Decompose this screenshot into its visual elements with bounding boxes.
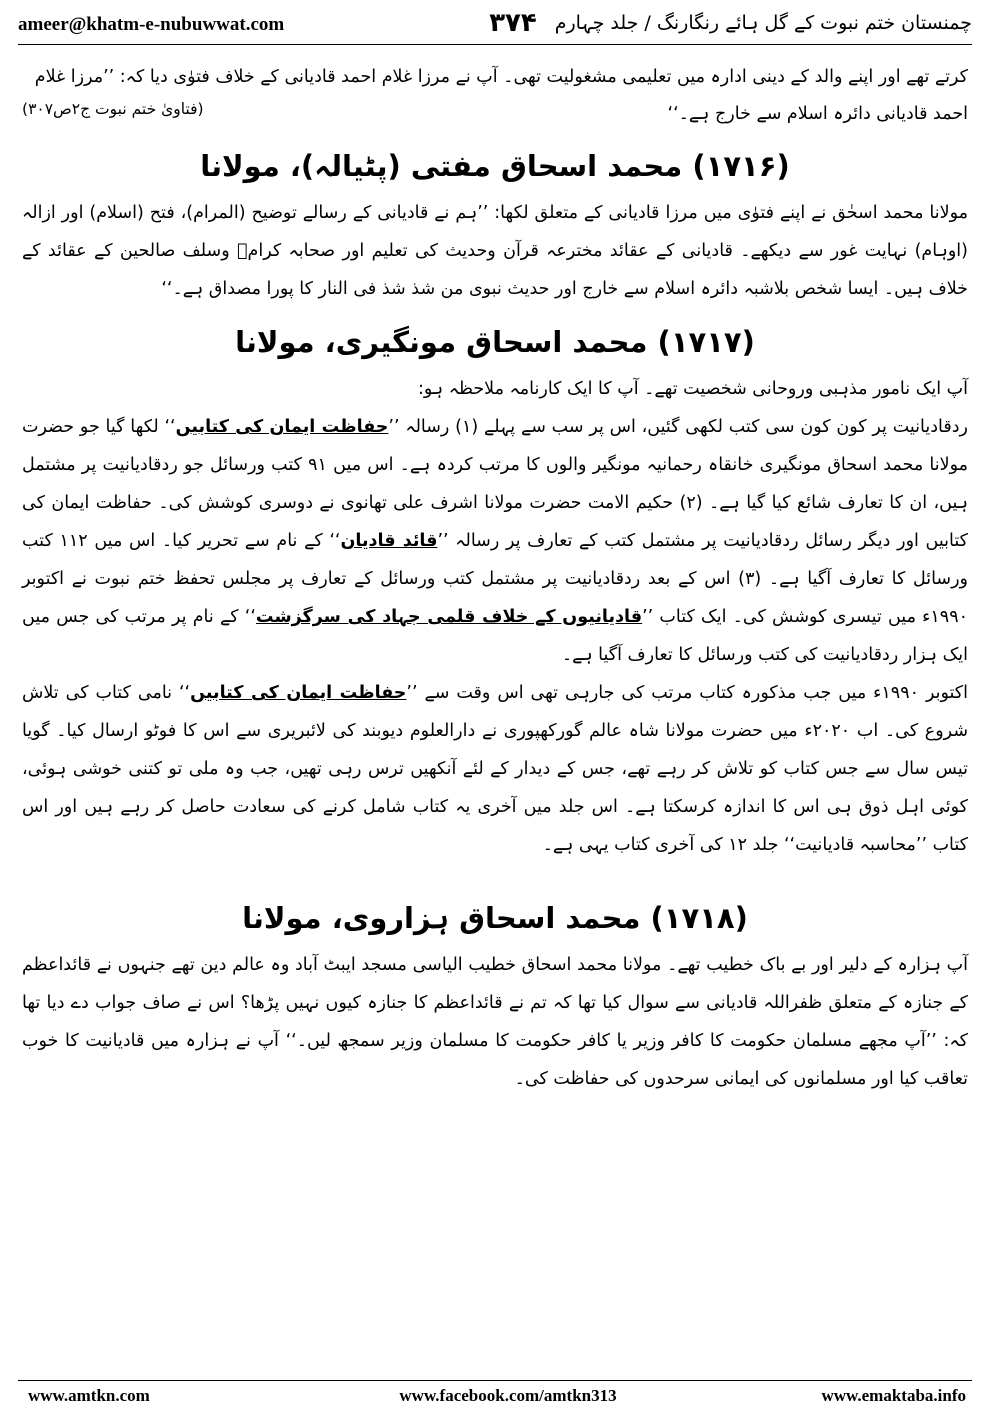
footer-divider [18, 1380, 972, 1381]
text-segment: ‘‘ لکھا گیا جو حضرت مولانا محمد اسحاق مونگیری خانقاہ رحمانیہ مونگیر والوں کا مرتب کردہ ہے۔ اس میں ۹۱ کتب ورسائل جو ردقادیانیت پر مشتمل ہیں، ان کا تعارف شائع کیا گیا ہے۔ (۲) حکیم الامت حضرت مولانا اشرف علی تھانوی نے دوسری کوشش کی۔ حفاظت ایمان کی کتابیں اور دیگر رسائل ردقادیانیت پر مشتمل کتب کے تعارف پر رسالہ ’’ [22, 417, 968, 551]
text-segment: ‘‘ کے نام پر مرتب کی جس میں ایک ہزار ردقادیانیت کی کتب ورسائل کا تعارف آگیا ہے۔ [22, 607, 968, 665]
heading-1716: (۱۷۱۶) محمد اسحاق مفتی (پٹیالہ)، مولانا [200, 149, 790, 183]
para-1717-books [22, 408, 968, 674]
footer-link-emaktaba[interactable]: www.emaktaba.info [821, 1386, 966, 1405]
text-segment: ‘‘ کے نام سے تحریر کیا۔ اس میں ۱۱۲ کتب ورسائل کا تعارف آگیا ہے۔ (۳) اس کے بعد ردقادیانیت پر مشتمل کتب ورسائل کے تعارف پر مجلس تحفظ ختم نبوت نے اکتوبر ۱۹۹۰ء میں تیسری کوشش کی۔ ایک کتاب ’’ [22, 531, 968, 627]
text-segment: اکتوبر ۱۹۹۰ء میں جب مذکورہ کتاب مرتب کی جارہی تھی اس وقت سے ’’ [406, 683, 968, 703]
book-title: چمنستان ختم نبوت کے گل ہائے رنگارنگ / جلد چہارم [554, 12, 972, 34]
text-segment: ‘‘ نامی کتاب کی تلاش شروع کی۔ اب ۲۰۲۰ء میں حضرت مولانا شاہ عالم گورکھپوری نے دارالعلوم دیوبند کی لائبریری سے اس کا فوٹو ارسال کیا۔ گویا تیس سال سے جس کتاب کو تلاش کر رہے تھے، جس کے دیدار کے لئے آنکھیں ترس رہی تھیں، جب وہ ملی تو کتنی خوشی ہوئی، کوئی اہل ذوق ہی اس کا اندازہ کرسکتا ہے۔ اس جلد میں آخری یہ کتاب شامل کرنے کی سعادت حاصل کر رہے ہیں اور اس کتاب ’’محاسبہ قادیانیت‘‘ جلد ۱۲ کی آخری کتاب یہی ہے۔ [22, 683, 968, 855]
page-footer [18, 1386, 972, 1412]
book-title-underlined: قائد قادیان [340, 531, 438, 551]
text-segment: ردقادیانیت پر کون کون سی کتب لکھی گئیں، اس پر سب سے پہلے (۱) رسالہ ’’ [388, 417, 968, 437]
book-title-underlined: قادیانیوں کے خلاف قلمی جہاد کی سرگزشت [255, 607, 643, 627]
citation: (فتاویٰ ختم نبوت ج۲ص۳۰۷) [22, 100, 204, 118]
para-1717-intro: آپ ایک نامور مذہبی وروحانی شخصیت تھے۔ آپ کا ایک کارنامہ ملاحظہ ہو: [417, 379, 968, 399]
footer-link-facebook[interactable]: www.facebook.com/amtkn313 [399, 1386, 617, 1405]
intro-ref-row [22, 96, 968, 132]
page-body [22, 58, 968, 1098]
page-header [18, 8, 972, 42]
heading-1718: (۱۷۱۸) محمد اسحاق ہزاروی، مولانا [242, 901, 748, 935]
page-number: ۳۷۴ [489, 8, 537, 38]
para-1716: مولانا محمد اسحٰق نے اپنے فتوٰی میں مرزا قادیانی کے متعلق لکھا: ’’ہم نے قادیانی کے رسالے توضیح (المرام)، فتح (اسلام) اور ازالہ (اوہام) نہایت غور سے دیکھے۔ قادیانی کے عقائد مخترعہ قرآن وحدیث کی تعلیم اور صحابہ کرامؓ وسلف صالحین کے عقائد کے خلاف ہیں۔ ایسا شخص بلاشبہ دائرہ اسلام سے خارج اور حدیث نبوی من شذ شذ فی النار کا پورا مصداق ہے۔‘‘ [22, 203, 968, 299]
footer-link-amtkn[interactable]: www.amtkn.com [28, 1386, 150, 1405]
book-title-underlined: حفاظت ایمان کی کتابیں [175, 417, 389, 437]
para-1717-search [22, 674, 968, 864]
intro-line-1: کرتے تھے اور اپنے والد کے دینی ادارہ میں تعلیمی مشغولیت تھی۔ آپ نے مرزا غلام احمد قادیانی کے خلاف فتوٰی دیا کہ: ’’مرزا غلام [34, 67, 968, 87]
para-1718: آپ ہزارہ کے دلیر اور بے باک خطیب تھے۔ مولانا محمد اسحاق خطیب الیاسی مسجد ایبٹ آباد وہ عالم دین تھے جنہوں نے قائداعظم کے جنازہ کے متعلق ظفراللہ قادیانی سے سوال کیا تھا کہ تم نے قائداعظم کا جنازہ کیوں نہیں پڑھا؟ اس نے صاف جواب دے دیا تھا کہ: ’’آپ مجھے مسلمان حکومت کا کافر وزیر یا کافر حکومت کا مسلمان وزیر سمجھ لیں۔‘‘ آپ نے ہزارہ میں قادیانیت کا خوب تعاقب کیا اور مسلمانوں کی ایمانی سرحدوں کی حفاظت کی۔ [22, 955, 968, 1089]
heading-1717: (۱۷۱۷) محمد اسحاق مونگیری، مولانا [235, 325, 755, 359]
book-title-underlined: حفاظت ایمان کی کتابیں [190, 683, 407, 703]
header-email: ameer@khatm-e-nubuwwat.com [18, 14, 285, 35]
intro-line-2: احمد قادیانی دائرہ اسلام سے خارج ہے۔‘‘ [667, 104, 968, 124]
header-divider [18, 44, 972, 45]
